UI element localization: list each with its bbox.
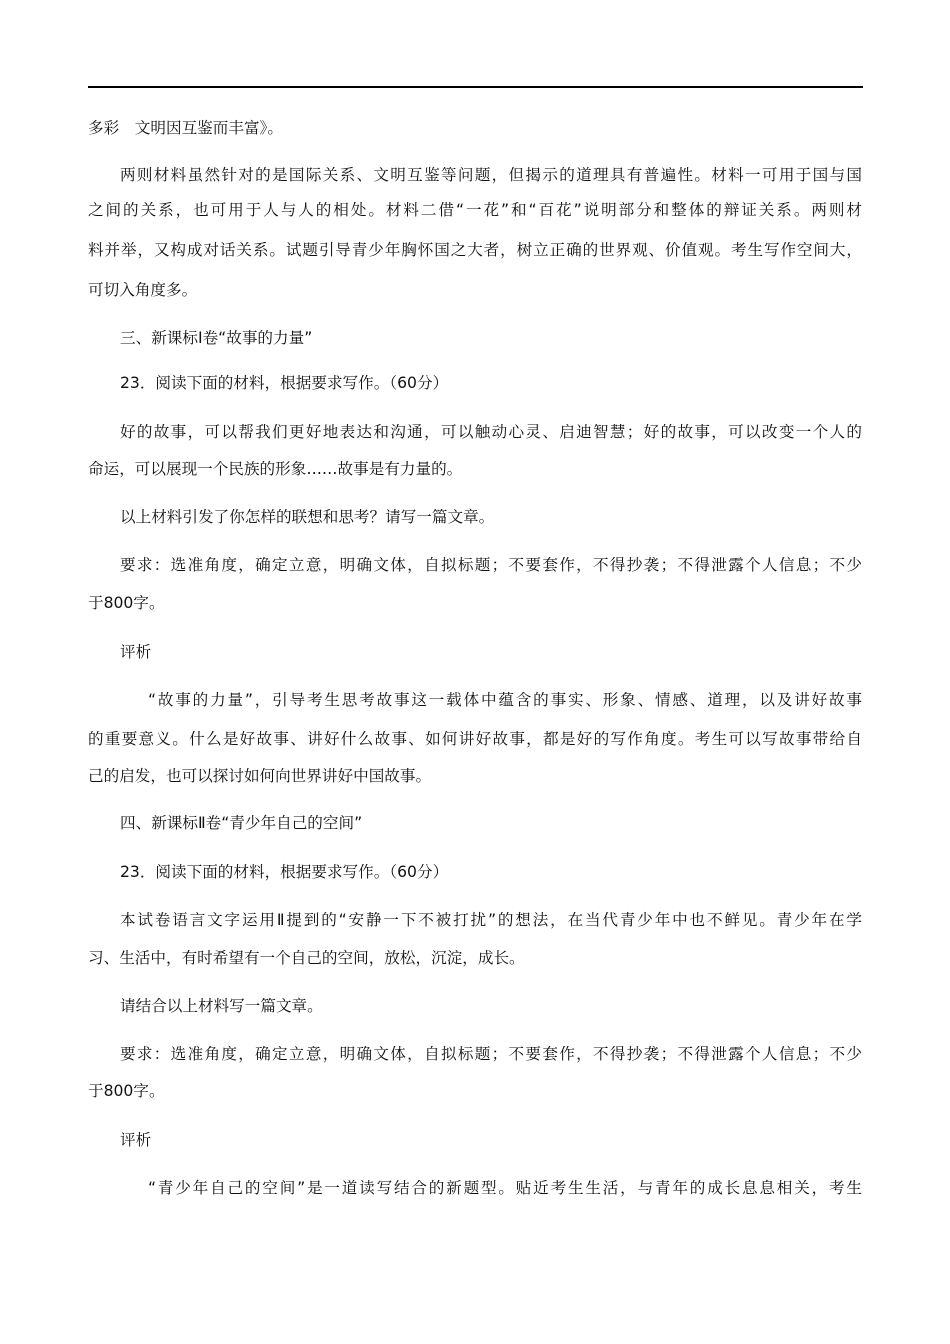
paragraph-line: 己的启发，也可以探讨如何向世界讲好中国故事。 — [88, 767, 432, 785]
paragraph-line: 料并举，又构成对话关系。试题引导青少年胸怀国之大者，树立正确的世界观、价值观。考生写作空间大， — [88, 241, 862, 259]
paragraph-line: 习、生活中，有时希望有一个自己的空间，放松，沉淀，成长。 — [88, 949, 525, 967]
paragraph-line: 以上材料引发了你怎样的联想和思考？请写一篇文章。 — [120, 508, 495, 526]
paragraph-line: 命运，可以展现一个民族的形象……故事是有力量的。 — [88, 460, 463, 478]
paragraph-line: 好的故事，可以帮我们更好地表达和沟通，可以触动心灵、启迪智慧；好的故事，可以改变一个人的 — [120, 423, 862, 441]
question-title: 23．阅读下面的材料，根据要求写作。（60分） — [120, 863, 449, 881]
text-line: 多彩 文明因互鉴而丰富》。 — [88, 119, 283, 137]
analysis-label: 评析 — [120, 643, 152, 661]
section-heading: 四、新课标Ⅱ卷“青少年自己的空间” — [120, 814, 363, 832]
paragraph-line: 的重要意义。什么是好故事、讲好什么故事、如何讲好故事，都是好的写作角度。考生可以写故事带给自 — [88, 730, 862, 748]
paragraph-line: 可切入角度多。 — [88, 281, 198, 299]
question-title: 23．阅读下面的材料，根据要求写作。（60分） — [120, 374, 449, 392]
paragraph-line: 之间的关系，也可用于人与人的相处。材料二借“一花”和“百花”说明部分和整体的辩证关系。两则材 — [88, 201, 862, 219]
requirement-line: 于800字。 — [88, 1082, 165, 1100]
paragraph-line: 请结合以上材料写一篇文章。 — [120, 997, 323, 1015]
paragraph-line: 本试卷语言文字运用Ⅱ提到的“安静一下不被打扰”的想法，在当代青少年中也不鲜见。青少年在学 — [120, 911, 862, 929]
paragraph-line: “故事的力量”，引导考生思考故事这一载体中蕴含的事实、形象、情感、道理，以及讲好故事 — [148, 691, 862, 709]
requirement-line: 要求：选准角度，确定立意，明确文体，自拟标题；不要套作，不得抄袭；不得泄露个人信息；不少 — [120, 1045, 862, 1063]
section-heading: 三、新课标Ⅰ卷“故事的力量” — [120, 329, 313, 347]
analysis-label: 评析 — [120, 1131, 152, 1149]
paragraph-line: “青少年自己的空间”是一道读写结合的新题型。贴近考生生活，与青年的成长息息相关，考生 — [148, 1179, 862, 1197]
requirement-line: 要求：选准角度，确定立意，明确文体，自拟标题；不要套作，不得抄袭；不得泄露个人信息；不少 — [120, 556, 862, 574]
requirement-line: 于800字。 — [88, 594, 165, 612]
paragraph-line: 两则材料虽然针对的是国际关系、文明互鉴等问题，但揭示的道理具有普遍性。材料一可用于国与国 — [120, 166, 862, 184]
header-rule — [88, 86, 863, 88]
